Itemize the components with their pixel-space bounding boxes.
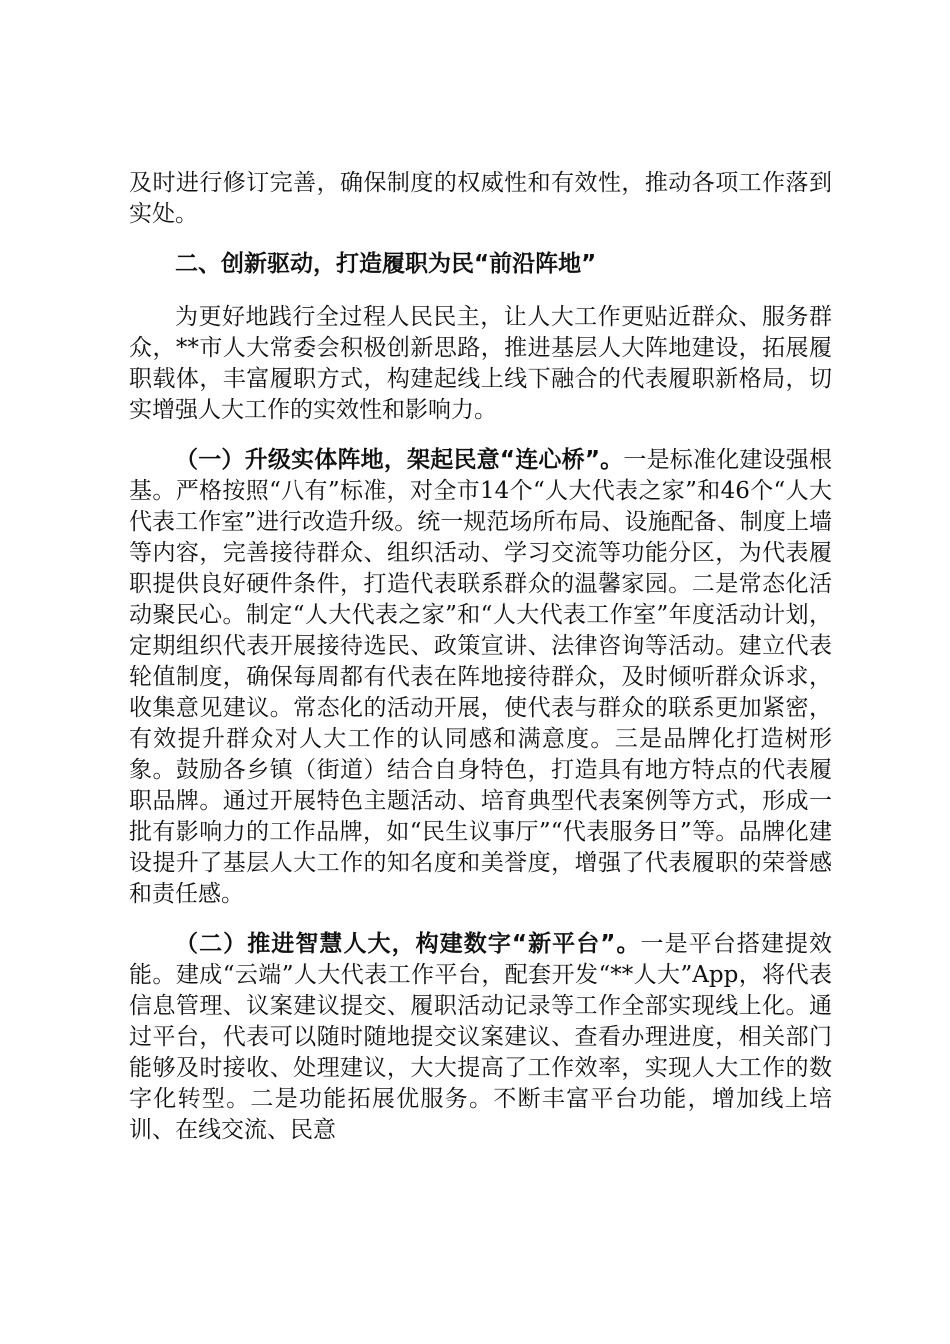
document-body: [129, 168, 832, 1165]
subsection-2-body: 一是平台搭建提效能。建成“云端”人大代表工作平台，配套开发“**人大”App，将代表信息管理、议案建议提交、履职活动记录等工作全部实现线上化。通过平台，代表可以随时随地提交议案建议、查看办理进度，相关部门能够及时接收、处理建议，大大提高了工作效率，实现人大工作的数字化转型。二是功能拓展优服务。不断丰富平台功能，增加线上培训、在线交流、民意: [129, 931, 833, 1143]
subsection-2-title: （二）推进智慧人大，构建数字“新平台”。: [175, 931, 641, 957]
paragraph-subsection-2: [129, 929, 832, 1146]
paragraph-intro: 为更好地践行全过程人民民主，让人大工作更贴近群众、服务群众，**市人大常委会积极创新思路，推进基层人大阵地建设，拓展履职载体，丰富履职方式，构建起线上线下融合的代表履职新格局，切实增强人大工作的实效性和影响力。: [129, 304, 832, 423]
paragraph-subsection-1: [129, 445, 832, 910]
section-heading: 二、创新驱动，打造履职为民“前沿阵地”: [175, 251, 597, 277]
subsection-1-body: 一是标准化建设强根基。严格按照“八有”标准，对全市14个“人大代表之家”和46个“人大代表工作室”进行改造升级。统一规范场所布局、设施配备、制度上墙等内容，完善接待群众、组织活动、学习交流等功能分区，为代表履职提供良好硬件条件，打造代表联系群众的温馨家园。二是常态化活动聚民心。制定“人大代表之家”和“人大代表工作室”年度活动计划，定期组织代表开展接待选民、政策宣讲、法律咨询等活动。建立代表轮值制度，确保每周都有代表在阵地接待群众，及时倾听群众诉求，收集意见建议。常态化的活动开展，使代表与群众的联系更加紧密，有效提升群众对人大工作的认同感和满意度。三是品牌化打造树形象。鼓励各乡镇（街道）结合自身特色，打造具有地方特点的代表履职品牌。通过开展特色主题活动、培育典型代表案例等方式，形成一批有影响力的工作品牌，如“民生议事厅”“代表服务日”等。品牌化建设提升了基层人大工作的知名度和美誉度，增强了代表履职的荣誉感和责任感。: [129, 447, 833, 907]
paragraph-continuation: 及时进行修订完善，确保制度的权威性和有效性，推动各项工作落到实处。: [129, 170, 832, 227]
subsection-1-title: （一）升级实体阵地，架起民意“连心桥”。: [175, 447, 624, 473]
